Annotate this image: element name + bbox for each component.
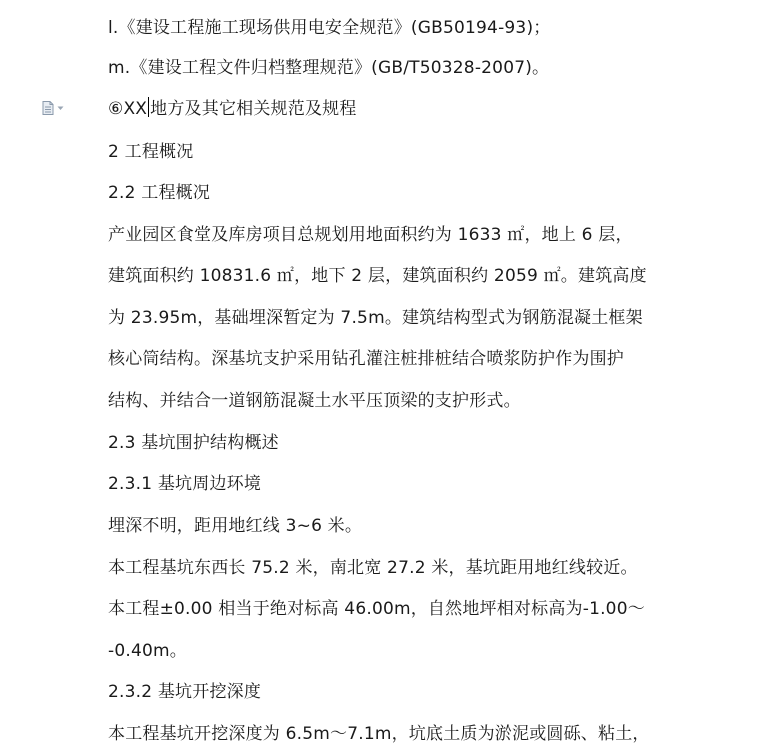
doc-line-3-cursor[interactable] [108,97,357,121]
section-heading-2-3-1: 2.3.1 基坑周边环境 [108,474,262,494]
doc-line-env-3: 本工程±0.00 相当于绝对标高 46.00m，自然地坪相对标高为-1.00～ [108,599,645,619]
doc-line-env-4: -0.40m。 [108,641,187,661]
paragraph-options-icon [42,101,54,115]
section-heading-2-3-2: 2.3.2 基坑开挖深度 [108,682,262,702]
doc-line-1: l.《建设工程施工现场供用电安全规范》(GB50194-93)； [108,18,551,38]
doc-line-paragraph-3: 为 23.95m，基础埋深暂定为 7.5m。建筑结构型式为钢筋混凝土框架 [108,308,643,328]
doc-line-paragraph-1: 产业园区食堂及库房项目总规划用地面积约为 1633 ㎡，地上 6 层， [108,225,633,245]
text-cursor [148,97,149,117]
doc-line-paragraph-2: 建筑面积约 10831.6 ㎡，地下 2 层，建筑面积约 2059 ㎡。建筑高度 [108,266,647,286]
cursor-line-before: ⑥XX [108,99,148,119]
doc-line-env-1: 埋深不明，距用地红线 3~6 米。 [108,516,363,536]
doc-line-depth-1: 本工程基坑开挖深度为 6.5m～7.1m，坑底土质为淤泥或圆砾、粘土， [108,724,650,744]
paragraph-options-button[interactable] [42,100,72,116]
cursor-line-after: 地方及其它相关规范及规程 [150,99,357,119]
doc-line-paragraph-4: 核心筒结构。深基坑支护采用钻孔灌注桩排桩结合喷浆防护作为围护 [108,349,624,369]
section-heading-2-3: 2.3 基坑围护结构概述 [108,433,279,453]
doc-line-2: m.《建设工程文件归档整理规范》(GB/T50328-2007)。 [108,58,550,78]
section-heading-2-2: 2.2 工程概况 [108,183,211,203]
doc-line-env-2: 本工程基坑东西长 75.2 米，南北宽 27.2 米，基坑距用地红线较近。 [108,558,638,578]
chevron-down-icon [57,106,64,111]
doc-line-paragraph-5: 结构、并结合一道钢筋混凝土水平压顶梁的支护形式。 [108,391,521,411]
section-heading-2: 2 工程概况 [108,142,194,162]
